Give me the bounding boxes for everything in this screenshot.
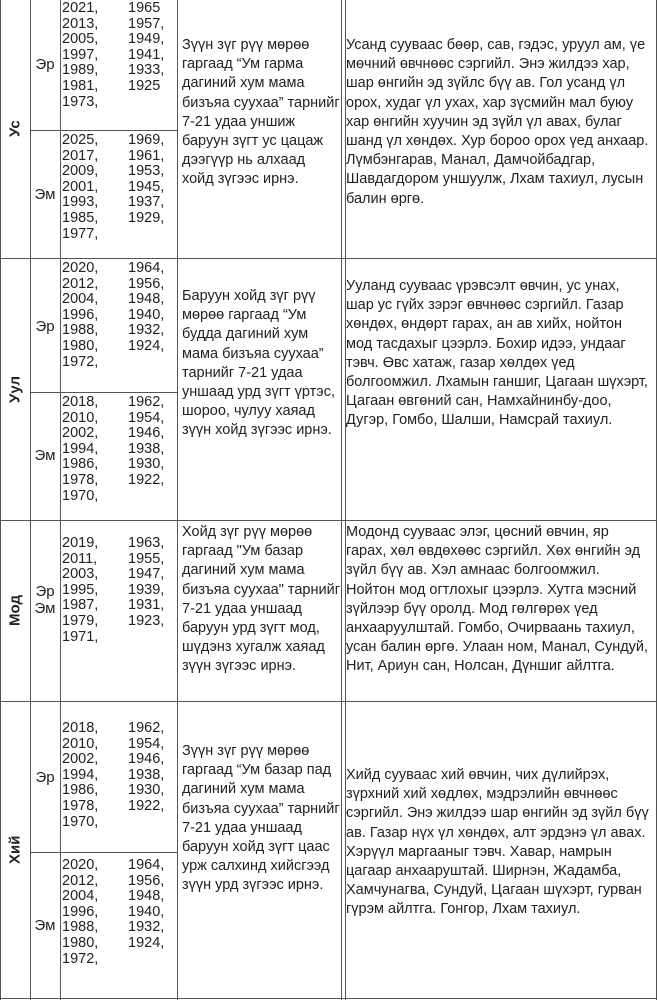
gender-label: Эм [34,186,56,203]
year-row [62,32,176,48]
element-label: Хий [6,835,24,864]
year-row [62,211,176,227]
ritual-instruction: Баруун хойд зүг рүү мөрөө гаргаад “Ум будда дагиний хум мама бизъяа суухаа” тарнийг 7-21 удаа уншаад урд зүгт үртэс, шороо, чулуу хаяад зүүн хойд зүгээс ирнэ. [182,288,335,439]
year-value: 1925 [128,77,161,94]
year-value: 1963, [128,535,165,551]
year-value: 2012, [62,275,99,292]
year-row [62,261,176,277]
year-value: 1953, [128,163,165,180]
year-value: 1973, [62,93,99,110]
section-divider [0,258,657,259]
year-value: 1932, [128,919,165,936]
year-value: 1940, [128,306,165,323]
year-value: 2010, [62,735,99,752]
year-row [62,799,176,815]
year-row [62,164,176,180]
year-value: 1922, [128,471,165,488]
year-value: 1924, [128,934,165,951]
year-row [62,598,176,614]
year-value: 1970, [62,813,99,830]
year-row [62,936,176,952]
year-row [62,133,176,149]
col-divider-years [177,0,178,1000]
ritual-instruction: Зүүн зүг рүү мөрөө гаргаад “Ум гарма дагиний хум мама бизъяа суухаа” тарнийг 7-21 удаа уншиж баруун зүгт ус цацаж дээгүүр нь алхаад хойд зүгээс ирнэ. [182,37,340,188]
year-value: 1932, [128,322,165,339]
year-value: 2017, [62,147,99,164]
year-list [62,133,176,242]
year-row [62,614,176,630]
year-row [62,277,176,293]
year-row [62,552,176,568]
year-row [62,63,176,79]
year-row [62,442,176,458]
year-value: 1977, [62,225,99,242]
year-row [62,149,176,165]
year-row [62,567,176,583]
element-description: Хийд сууваас хий өвчин, чих дүлийрэх, зүрхний хий хөдлөх, мэдрэлийн өвчнөөс сэргийл. Энэ жилдээ шар өнгийн эд зүйл бүү ав. Газар нүх үл хөндөх, алт эрдэнэ үл авах. Хэрүүл маргааныг тэвч. Хавар, намрын цагаар анхааруштай. Ширнэн, Жадамба, Хамчунагва, Сундуй, Цагаан шүхэрт, гурван гүрэм айлтга. Гонгор, Лхам тахиул. [346,767,649,918]
year-row [62,426,176,442]
section-divider [0,520,657,521]
element-label: Ус [6,120,24,138]
year-value: 1988, [62,322,99,339]
year-value: 1937, [128,194,165,211]
year-value: 1954, [128,735,165,752]
year-value: 1947, [128,566,165,583]
year-row [62,721,176,737]
year-row [62,473,176,489]
ritual-instruction: Хойд зүг рүү мөрөө гаргаад "Ум базар дагиний хум мама бизъяа суухаа" тарнийг 7-21 удаа уншаад баруун урд зүгт мод, шүдэнз хугалж хаяад зүүн зүгээс ирнэ. [182,524,340,675]
year-value: 1978, [62,471,99,488]
year-row [62,308,176,324]
year-row [62,858,176,874]
year-row [62,292,176,308]
year-value: 1962, [128,720,165,736]
year-list [62,721,176,830]
year-row [62,323,176,339]
year-value: 1979, [62,612,99,629]
year-value: 1989, [62,62,99,79]
year-row [62,457,176,473]
year-value: 1946, [128,751,165,768]
year-value: 1930, [128,782,165,799]
col-divider-mantra [341,0,342,1000]
row-divider [30,130,178,131]
ritual-instruction: Зүүн зүг рүү мөрөө гаргаад “Ум базар пад дагиний хум мама бизъяа суухаа” тарнийг 7-21 удаа уншаад баруун хойд зүгт цаас урж салхинд хийсгээд зүүн урд зүгээс ирнэ. [182,743,340,894]
element-description: Усанд сууваас бөөр, сав, гэдэс, уруул ам, үе мөчний өвчнөөс сэргийл. Энэ жилдээ хар, шар өнгийн эд зүйлс бүү ав. Гол усанд үл орох, худаг үл ухах, хар зүсмийн мал буюу хар өнгийн хуучин эд зүйл үл авах, булаг шанд үл хөндөх. Хур бороо орох үед анхаар. Лүмбэнгарав, Манал, Дамчойбадгар, Шавдагдором уншуулж, Лхам тахиул, лусын балин өргө. [346,37,649,207]
year-value: 1970, [62,487,99,504]
year-value: 1941, [128,46,165,63]
year-row [62,889,176,905]
year-value: 2018, [62,394,99,410]
year-value: 1956, [128,872,165,889]
element-description: Ууланд сууваас үрэвсэлт өвчин, ус унах, шар ус гүйх зэрэг өвчнөөс сэргийл. Газар хөндөх, өндөрт гарах, ан ав хийх, нойтон мод тасдахыг цээрлэ. Бохир идээ, ундааг тэвч. Өвс хатаж, газар хөлдөх үед болгоомжил. Лхамын ганшиг, Цагаан шүхэрт, Цагаан өвгөний сан, Намхайнинбу-доо, Дугэр, Гомбо, Шалши, Намсрай тахиул. [346,278,648,429]
year-value: 1971, [62,628,99,645]
year-value: 1948, [128,291,165,308]
year-row [62,630,176,646]
year-value: 2005, [62,31,99,48]
year-value: 1933, [128,62,165,79]
year-value: 1969, [128,132,165,148]
year-value: 1980, [62,337,99,354]
year-row [62,768,176,784]
year-value: 1980, [62,934,99,951]
year-value: 1931, [128,597,165,614]
gender-label: Эр [35,318,55,335]
year-row [62,17,176,33]
gender-label: Эр [35,769,55,786]
gender-label: Эр [35,56,55,73]
row-divider [30,392,178,393]
year-value: 2002, [62,425,99,442]
year-value: 1995, [62,581,99,598]
year-value: 2011, [62,550,98,567]
year-row [62,752,176,768]
year-value: 1972, [62,950,99,967]
year-list [62,395,176,504]
year-value: 1949, [128,31,165,48]
col-divider-element [30,0,31,1000]
year-value: 1948, [128,888,165,905]
year-row [62,411,176,427]
year-row [62,395,176,411]
year-value: 1939, [128,581,165,598]
year-value: 1994, [62,766,99,783]
year-value: 1956, [128,275,165,292]
year-row [62,95,176,111]
year-row [62,783,176,799]
year-value: 1924, [128,337,165,354]
year-row [62,227,176,243]
year-row [62,180,176,196]
year-value: 1922, [128,797,165,814]
year-value: 2010, [62,409,99,426]
element-label: Уул [6,375,24,403]
year-value: 2009, [62,163,99,180]
year-value: 1929, [128,209,165,226]
year-value: 1987, [62,597,99,614]
year-row [62,79,176,95]
year-list [62,1,176,110]
year-row [62,874,176,890]
year-row [62,583,176,599]
year-value: 1994, [62,440,99,457]
year-value: 1988, [62,919,99,936]
gender-label: Эр Эм [34,583,56,617]
year-value: 1946, [128,425,165,442]
year-value: 2001, [62,178,99,195]
table-border-right [656,0,657,1000]
year-list [62,858,176,967]
year-value: 2025, [62,132,99,148]
year-value: 2012, [62,872,99,889]
gender-label: Эм [34,917,56,934]
year-row [62,1,176,17]
year-value: 2003, [62,566,99,583]
element-label: Мод [6,595,24,626]
year-value: 1940, [128,903,165,920]
year-value: 1964, [128,260,165,276]
year-row [62,489,176,505]
row-divider [30,852,178,853]
section-divider [0,701,657,702]
year-row [62,536,176,552]
col-divider-gender [60,0,61,1000]
year-value: 1938, [128,440,165,457]
year-value: 1964, [128,857,165,873]
year-value: 1996, [62,306,99,323]
gender-label: Эм [34,447,56,464]
year-value: 1996, [62,903,99,920]
year-value: 1961, [128,147,165,164]
year-value: 1923, [128,612,165,629]
year-value: 1978, [62,797,99,814]
table-border-bottom [0,998,657,999]
year-value: 1938, [128,766,165,783]
year-value: 1965 [128,0,161,16]
year-list [62,536,176,645]
year-row [62,48,176,64]
year-value: 1930, [128,456,165,473]
year-value: 2021, [62,0,99,16]
year-value: 1985, [62,209,99,226]
year-row [62,355,176,371]
year-value: 1954, [128,409,165,426]
year-value: 1981, [62,77,99,94]
year-value: 2020, [62,260,99,276]
year-row [62,815,176,831]
year-row [62,339,176,355]
year-value: 2002, [62,751,99,768]
year-value: 2004, [62,888,99,905]
year-row [62,905,176,921]
year-value: 1945, [128,178,165,195]
year-value: 2004, [62,291,99,308]
year-row [62,737,176,753]
year-row [62,195,176,211]
year-value: 2018, [62,720,99,736]
year-value: 1955, [128,550,165,567]
year-row [62,952,176,968]
year-list [62,261,176,370]
year-value: 1986, [62,782,99,799]
year-value: 1993, [62,194,99,211]
year-value: 2019, [62,535,99,551]
year-value: 1957, [128,15,165,32]
year-value: 1986, [62,456,99,473]
year-value: 1962, [128,394,165,410]
year-value: 1997, [62,46,99,63]
element-description: Модонд сууваас элэг, цөсний өвчин, яр гарах, хөл өвдөхөөс сэргийл. Хөх өнгийн эд зүйл бүү ав. Хэл амнаас болгоомжил. Нойтон мод огтлохыг цээрлэ. Хутга мэсний зүйлээр бүү оролд. Мод гөлгөрөх үед анхааруулштай. Гомбо, Очирваань тахиул, усан балин өргө. Улаан ном, Манал, Сундуй, Нит, Ариун сан, Нолсан, Дүншиг айлтга. [346,524,649,675]
year-value: 2020, [62,857,99,873]
year-row [62,920,176,936]
year-value: 2013, [62,15,99,32]
year-value: 1972, [62,353,99,370]
